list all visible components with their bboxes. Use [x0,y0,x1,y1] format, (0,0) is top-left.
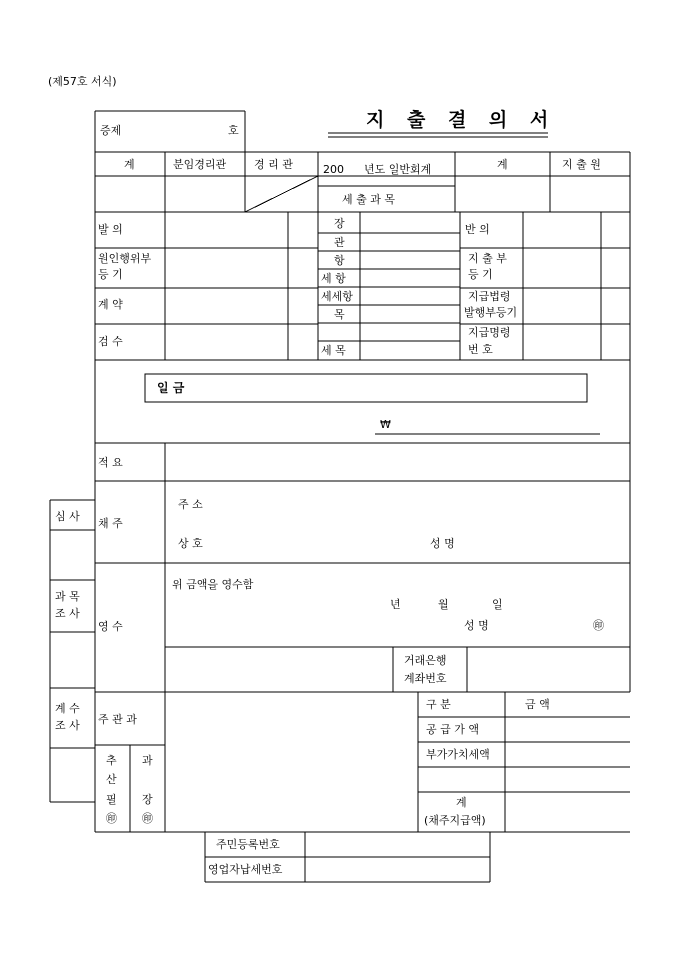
year-general-account: 년도 일반회계 [364,163,432,176]
header-gye-2: 계 [497,158,508,171]
gwajang-1: 과 [142,754,153,767]
row-hang: 항 [334,254,345,267]
creditor-address: 주 소 [178,498,203,511]
row-wonin-2: 등 기 [98,268,123,281]
row-jichulbu-2: 등 기 [468,268,493,281]
expenditure-item-label: 세 출 과 목 [342,193,395,206]
gwajang-seal-icon: ㊞ [142,812,153,825]
amount-label: 일 금 [157,381,185,395]
chusan-3: 필 [106,793,117,806]
receipt-year: 년 [390,598,401,611]
row-jichulbu-1: 지 출 부 [468,252,507,265]
side-gwamok-2: 조 사 [55,607,80,620]
row-gwan: 관 [334,236,345,249]
resident-no-label: 주민등록번호 [216,838,280,851]
juguan-label: 주 관 과 [98,713,137,726]
receipt-day: 일 [492,598,503,611]
side-gyesu-2: 조 사 [55,719,80,732]
header-gyeonggwan: 경 리 관 [254,158,293,171]
row-jang: 장 [334,217,345,230]
receipt-name: 성 명 [464,619,489,632]
receipt-statement: 위 금액을 영수함 [172,578,254,591]
row-sesehang: 세세항 [321,290,353,303]
header-jichulwon: 지 출 원 [562,158,601,171]
row-baneui: 반 의 [465,223,490,236]
chusan-2: 산 [106,773,117,786]
creditor-company: 상 호 [178,537,203,550]
chusan-seal-icon: ㊞ [106,812,117,825]
chusan-1: 추 [106,754,117,767]
gwajang-2: 장 [142,793,153,806]
bank-label-1: 거래은행 [404,654,447,667]
breakdown-amount: 금 액 [525,698,550,711]
ho-label: 호 [228,124,239,137]
jeogyo-label: 적 요 [98,456,123,469]
side-gwamok-1: 과 목 [55,590,80,603]
breakdown-total-1: 계 [456,796,467,809]
row-semok: 세 목 [321,344,346,357]
row-jigeup-bal-1: 지급법령 [468,290,511,303]
bank-label-2: 계좌번호 [404,672,447,685]
business-no-label: 영업자납세번호 [208,863,283,876]
fiscal-year: 200 [323,163,344,176]
creditor-label: 채 주 [98,517,123,530]
breakdown-total-2: (채주지급액) [424,814,486,827]
row-jigeup-no-2: 번 호 [468,343,493,356]
row-jigeup-bal-2: 발행부등기 [464,306,518,319]
receipt-month: 월 [438,598,449,611]
seal-icon: ㊞ [593,619,604,632]
side-gyesu-1: 계 수 [55,702,80,715]
header-gye: 계 [124,158,135,171]
row-sehang: 세 항 [321,272,346,285]
row-geomsu: 검 수 [98,335,123,348]
row-gyeyak: 계 약 [98,298,123,311]
row-baleui: 발 의 [98,223,123,236]
row-mok: 목 [334,308,345,321]
header-bunim: 분임경리관 [173,158,227,171]
breakdown-supply: 공 급 가 액 [426,723,479,736]
breakdown-vat: 부가가치세액 [426,748,490,761]
breakdown-gubun: 구 분 [426,698,451,711]
row-wonin-1: 원인행위부 [98,252,152,265]
receipt-label: 영 수 [98,620,123,633]
document-title: 지 출 결 의 서 [366,109,557,131]
row-jigeup-no-1: 지급명령 [468,326,511,339]
side-simsa: 심 사 [55,510,80,523]
cert-label: 증제 [100,124,122,137]
won-symbol: ₩ [380,418,391,431]
form-number: (제57호 서식) [48,75,117,88]
creditor-name: 성 명 [430,537,455,550]
